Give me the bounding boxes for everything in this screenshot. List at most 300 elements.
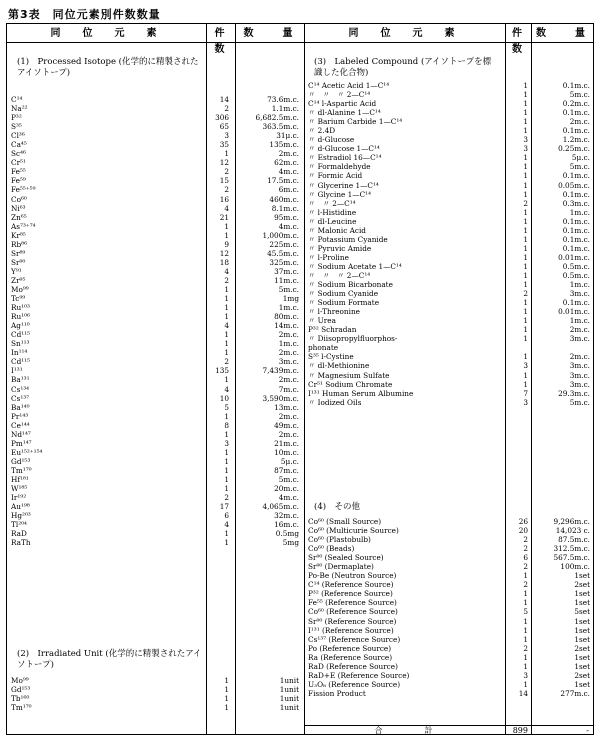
row-element: 〃 dl-Leucine xyxy=(308,216,357,226)
row-count: 4 xyxy=(224,321,229,331)
row-element: Fe⁵⁵⁺⁵⁹ xyxy=(11,185,36,195)
row-count: 1 xyxy=(523,298,528,308)
row-count: 1 xyxy=(523,108,528,118)
row-quantity: 0.01m.c. xyxy=(558,307,590,317)
table-row xyxy=(11,529,302,538)
row-count: 1 xyxy=(523,270,528,280)
row-quantity: 5m.c. xyxy=(569,90,590,100)
row-quantity: 0.1m.c. xyxy=(562,171,590,181)
row-quantity: 1unit xyxy=(279,676,299,685)
row-count: 1 xyxy=(523,307,528,317)
row-count: 12 xyxy=(219,248,229,258)
row-quantity: 1.1m.c. xyxy=(271,104,299,114)
section-other: (4) その他 xyxy=(314,502,361,512)
table-row xyxy=(308,389,592,398)
row-quantity: 2m.c. xyxy=(278,411,299,421)
row-count: 18 xyxy=(219,257,229,267)
row-count: 65 xyxy=(219,122,229,132)
row-element: Co⁶⁰ (Multicurie Source) xyxy=(308,526,399,536)
row-element: phonate xyxy=(308,343,339,353)
row-count: 12 xyxy=(219,158,229,168)
row-quantity: 2m.c. xyxy=(569,325,590,335)
table-row xyxy=(11,366,302,375)
row-element: 〃 Urea xyxy=(308,316,336,326)
row-quantity: 3m.c. xyxy=(569,334,590,344)
row-count: 1 xyxy=(224,474,229,484)
row-element: 〃 Iodized Oils xyxy=(308,397,362,407)
row-quantity: 1set xyxy=(574,598,590,608)
row-count: 1 xyxy=(224,149,229,159)
row-quantity: 31μ.c. xyxy=(276,131,299,141)
table-row xyxy=(11,502,302,511)
row-count: 16 xyxy=(219,194,229,204)
row-element: 〃 l-Histidine xyxy=(308,207,357,217)
table-row xyxy=(11,475,302,484)
row-count: 1 xyxy=(523,598,528,608)
table-row xyxy=(11,149,302,158)
table-row xyxy=(11,493,302,502)
row-count: 3 xyxy=(523,670,528,680)
row-element: 〃 Glycerine 1—C¹⁴ xyxy=(308,180,379,190)
table-row xyxy=(308,81,592,90)
table-row xyxy=(308,617,592,626)
table-row xyxy=(308,526,592,535)
row-quantity: 1,000m.c. xyxy=(262,230,299,240)
row-element: Fe⁵⁵ xyxy=(11,167,26,177)
row-count: 1 xyxy=(224,221,229,231)
table-row xyxy=(308,380,592,389)
row-quantity: 277m.c. xyxy=(560,688,590,698)
row-quantity: 2m.c. xyxy=(278,348,299,358)
row-quantity: 13m.c. xyxy=(274,402,299,412)
row-quantity: 0.1m.c. xyxy=(562,189,590,199)
row-element: Ni⁶³ xyxy=(11,203,26,213)
row-count: 1 xyxy=(523,234,528,244)
row-count: 306 xyxy=(215,113,229,123)
row-element: 〃 Glycine 1—C¹⁴ xyxy=(308,189,372,199)
row-count: 1 xyxy=(523,207,528,217)
row-count: 1 xyxy=(224,447,229,457)
other-rows xyxy=(308,517,592,698)
row-count: 8 xyxy=(224,420,229,430)
row-count: 2 xyxy=(224,167,229,177)
row-count: 1 xyxy=(224,375,229,385)
row-element: Cr⁵¹ xyxy=(11,158,26,168)
row-element: Ru¹⁰³ xyxy=(11,303,30,313)
row-element: S³⁵ l-Cystine xyxy=(308,352,354,362)
row-quantity: 1mg xyxy=(282,294,299,304)
row-quantity: 0.3m.c. xyxy=(562,198,590,208)
row-quantity: 5mg xyxy=(282,538,299,548)
header-element-left: 同 位 元 素 xyxy=(50,28,163,39)
row-element: Tc⁹⁹ xyxy=(11,294,26,304)
row-count: 135 xyxy=(215,366,229,376)
row-element: Kr⁸⁵ xyxy=(11,230,26,240)
isotope-table xyxy=(6,23,594,735)
row-element: 〃 Diisopropylfluorphos- xyxy=(308,334,398,344)
table-row xyxy=(11,195,302,204)
row-quantity: 2set xyxy=(574,670,590,680)
row-quantity: 62m.c. xyxy=(274,158,299,168)
row-count: 1 xyxy=(224,330,229,340)
row-quantity: 2m.c. xyxy=(278,330,299,340)
row-count: 2 xyxy=(523,535,528,545)
row-quantity: 3m.c. xyxy=(569,370,590,380)
row-element: I¹³¹ (Reference Source) xyxy=(308,625,394,635)
table-row xyxy=(11,240,302,249)
row-count: 9 xyxy=(224,239,229,249)
row-quantity: 8.1m.c. xyxy=(271,203,299,213)
table-row xyxy=(308,571,592,580)
row-element: Cs¹³⁷ xyxy=(11,393,30,403)
row-quantity: 0.5m.c. xyxy=(562,261,590,271)
row-element: Co⁶⁰ (Plastobulb) xyxy=(308,535,371,545)
row-count: 2 xyxy=(224,185,229,195)
table-row xyxy=(11,439,302,448)
row-count: 1 xyxy=(224,348,229,358)
row-element: Cs¹³⁷ (Reference Source) xyxy=(308,634,401,644)
row-count: 5 xyxy=(224,402,229,412)
row-element: Co⁶⁰ xyxy=(11,194,27,204)
table-row xyxy=(11,131,302,140)
row-element: 〃 2.4D xyxy=(308,126,336,136)
row-quantity: 29.3m.c. xyxy=(558,388,590,398)
table-row xyxy=(308,598,592,607)
row-quantity: 1m.c. xyxy=(569,207,590,217)
row-element: Cl³⁶ xyxy=(11,131,25,141)
row-quantity: 0.1m.c. xyxy=(562,108,590,118)
row-element: P³² (Reference Source) xyxy=(308,589,393,599)
row-quantity: 5set xyxy=(574,607,590,617)
row-count: 2 xyxy=(523,562,528,572)
table-row xyxy=(308,289,592,298)
table-row xyxy=(11,276,302,285)
row-quantity: 0.1m.c. xyxy=(562,243,590,253)
row-count: 10 xyxy=(219,393,229,403)
row-element: Y⁹¹ xyxy=(11,266,22,276)
row-quantity: 0.5m.c. xyxy=(562,270,590,280)
row-quantity: 0.1m.c. xyxy=(562,298,590,308)
row-element: 〃 〃 〃 2—C¹⁴ xyxy=(308,90,371,100)
row-element: Fe⁵⁹ xyxy=(11,176,26,186)
total-label: 合 計 xyxy=(374,726,435,735)
row-quantity: 1m.c. xyxy=(569,280,590,290)
table-row xyxy=(11,258,302,267)
row-quantity: 4,065m.c. xyxy=(262,502,299,512)
row-count: 1 xyxy=(523,162,528,172)
row-count: 1 xyxy=(523,661,528,671)
table-row xyxy=(308,307,592,316)
row-count: 6 xyxy=(224,511,229,521)
row-element: 〃 〃 2—C¹⁴ xyxy=(308,198,356,208)
table-row xyxy=(11,113,302,122)
row-count: 4 xyxy=(224,203,229,213)
table-row xyxy=(308,371,592,380)
row-count: 1 xyxy=(523,81,528,90)
table-row xyxy=(308,135,592,144)
table-row xyxy=(11,185,302,194)
row-quantity: 3m.c. xyxy=(569,379,590,389)
row-element: 〃 dl-Alanine 1—C¹⁴ xyxy=(308,108,381,118)
row-count: 1 xyxy=(523,117,528,127)
row-element: 〃 Magnesium Sulfate xyxy=(308,370,390,380)
row-element: Sc⁴⁶ xyxy=(11,149,26,159)
table-row xyxy=(11,385,302,394)
row-count: 1 xyxy=(523,171,528,181)
row-count: 1 xyxy=(224,465,229,475)
row-quantity: 1set xyxy=(574,571,590,581)
table-row xyxy=(308,244,592,253)
row-element: 〃 Formic Acid xyxy=(308,171,363,181)
table-row xyxy=(308,644,592,653)
row-quantity: 5μ.c. xyxy=(571,153,590,163)
row-element: 〃 Estradiol 16—C¹⁴ xyxy=(308,153,382,163)
table-row xyxy=(308,544,592,553)
row-count: 21 xyxy=(219,212,229,222)
table-row xyxy=(308,343,592,352)
row-count: 4 xyxy=(224,520,229,530)
row-count: 1 xyxy=(523,90,528,100)
row-element: Sr⁸⁹ xyxy=(11,248,26,258)
row-quantity: 6m.c. xyxy=(278,185,299,195)
row-count: 1 xyxy=(224,676,229,685)
row-count: 1 xyxy=(523,316,528,326)
row-element: Ce¹⁴⁴ xyxy=(11,420,30,430)
row-element: 〃 Malonic Acid xyxy=(308,225,366,235)
table-row xyxy=(11,312,302,321)
row-quantity: 0.2m.c. xyxy=(562,99,590,109)
row-element: Cs¹³⁴ xyxy=(11,384,30,394)
row-count: 1 xyxy=(523,180,528,190)
row-count: 1 xyxy=(224,294,229,304)
row-quantity: 32m.c. xyxy=(274,511,299,521)
row-count: 2 xyxy=(523,643,528,653)
table-row xyxy=(11,249,302,258)
row-quantity: 16m.c. xyxy=(274,520,299,530)
row-quantity: 1set xyxy=(574,661,590,671)
row-element: 〃 Potassium Cyanide xyxy=(308,234,388,244)
row-count: 1 xyxy=(523,589,528,599)
header-rule xyxy=(7,42,593,43)
row-element: Na²² xyxy=(11,104,28,114)
table-row xyxy=(308,262,592,271)
row-quantity: 7m.c. xyxy=(278,384,299,394)
row-quantity: 2m.c. xyxy=(278,375,299,385)
row-count: 2 xyxy=(523,544,528,554)
row-quantity: 325m.c. xyxy=(269,257,299,267)
table-row xyxy=(11,222,302,231)
total-count: 899 xyxy=(512,726,528,735)
row-element: 〃 d-Glucose 1—C¹⁴ xyxy=(308,144,380,154)
row-count: 2 xyxy=(224,357,229,367)
row-element: As⁷³⁺⁷⁴ xyxy=(11,221,36,231)
row-quantity: 2set xyxy=(574,580,590,590)
table-row xyxy=(11,430,302,439)
row-element: 〃 Sodium Cyanide xyxy=(308,289,379,299)
table-row xyxy=(11,412,302,421)
row-element: 〃 Barium Carbide 1—C¹⁴ xyxy=(308,117,403,127)
row-element: Ca⁴⁵ xyxy=(11,140,27,150)
row-quantity: 0.1m.c. xyxy=(562,216,590,226)
row-element: Mo⁹⁹ xyxy=(11,284,29,294)
table-title: 第3表 同位元素別件数数量 xyxy=(8,8,161,21)
table-row xyxy=(308,217,592,226)
row-count: 1 xyxy=(523,252,528,262)
table-row xyxy=(308,626,592,635)
row-count: 1 xyxy=(523,679,528,689)
table-row xyxy=(308,689,592,698)
row-quantity: 14m.c. xyxy=(274,321,299,331)
table-row xyxy=(308,517,592,526)
table-row xyxy=(11,348,302,357)
row-quantity: 5m.c. xyxy=(569,162,590,172)
table-row xyxy=(11,685,302,694)
row-element: RaD+E (Reference Source) xyxy=(308,670,410,680)
row-quantity: 21m.c. xyxy=(274,438,299,448)
table-row xyxy=(308,316,592,325)
row-count: 1 xyxy=(523,225,528,235)
row-count: 1 xyxy=(224,411,229,421)
row-count: 2 xyxy=(224,493,229,503)
row-quantity: 312.5m.c. xyxy=(553,544,590,554)
row-count: 1 xyxy=(224,303,229,313)
row-element: 〃 〃 〃 2—C¹⁴ xyxy=(308,270,371,280)
section-labeled-compound: (3) Labeled Compound (アイソトープを標識した化合物) xyxy=(314,57,492,78)
row-element: Cd¹¹⁵ xyxy=(11,330,31,340)
row-count: 1 xyxy=(523,616,528,626)
table-row xyxy=(308,144,592,153)
row-element: Sr⁹⁰ (Reference Source) xyxy=(308,616,397,626)
table-row xyxy=(308,562,592,571)
table-row xyxy=(308,181,592,190)
table-row xyxy=(11,511,302,520)
row-quantity: 11m.c. xyxy=(274,275,299,285)
row-count: 2 xyxy=(523,198,528,208)
row-count: 1 xyxy=(523,99,528,109)
row-element: Pm¹⁴⁷ xyxy=(11,438,32,448)
row-count: 1 xyxy=(523,379,528,389)
row-element: Eu¹⁵²⁺¹⁵⁴ xyxy=(11,447,43,457)
row-count: 3 xyxy=(224,131,229,141)
row-element: Tm¹⁷⁰ xyxy=(11,703,32,713)
row-count: 1 xyxy=(523,189,528,199)
row-element: Au¹⁹⁸ xyxy=(11,502,30,512)
row-quantity: 135m.c. xyxy=(269,140,299,150)
row-quantity: 1unit xyxy=(279,694,299,704)
table-row xyxy=(11,140,302,149)
table-row xyxy=(308,99,592,108)
row-quantity: 0.1m.c. xyxy=(562,126,590,136)
row-quantity: 0.25m.c. xyxy=(558,144,590,154)
row-quantity: 5m.c. xyxy=(569,397,590,407)
row-count: 1 xyxy=(224,484,229,494)
row-element: Ra (Reference Source) xyxy=(308,652,393,662)
row-count: 1 xyxy=(523,126,528,136)
row-element: C¹⁴ (Reference Source) xyxy=(308,580,394,590)
table-row xyxy=(11,321,302,330)
row-quantity: 2m.c. xyxy=(278,429,299,439)
table-row xyxy=(308,580,592,589)
table-row xyxy=(308,352,592,361)
row-count: 14 xyxy=(518,688,528,698)
table-row xyxy=(11,158,302,167)
row-quantity: 225m.c. xyxy=(269,239,299,249)
table-row xyxy=(308,298,592,307)
total-quantity: - xyxy=(586,726,589,735)
row-quantity: 2m.c. xyxy=(278,149,299,159)
row-quantity: 2m.c. xyxy=(569,117,590,127)
row-element: Ag¹¹⁰ xyxy=(11,321,30,331)
row-element: Ir¹⁹² xyxy=(11,493,27,503)
table-row xyxy=(11,375,302,384)
table-row xyxy=(308,589,592,598)
row-count: 1 xyxy=(523,571,528,581)
row-quantity: 14,023 c. xyxy=(555,526,590,536)
table-row xyxy=(11,520,302,529)
row-element: I¹³¹ Human Serum Albumine xyxy=(308,388,414,398)
table-row xyxy=(11,104,302,113)
row-element: C¹⁴ l-Aspartic Acid xyxy=(308,99,377,109)
labeled-compound-rows xyxy=(308,81,592,407)
row-quantity: 1unit xyxy=(279,703,299,713)
table-row xyxy=(308,271,592,280)
row-quantity: 5μ.c. xyxy=(280,456,299,466)
row-element: Zr⁹⁵ xyxy=(11,275,26,285)
table-row xyxy=(11,357,302,366)
row-quantity: 1unit xyxy=(279,685,299,695)
row-quantity: 1set xyxy=(574,625,590,635)
section-irradiated-unit: (2) Irradiated Unit (化学的に精製されたアイソトープ) xyxy=(17,649,202,670)
row-element: Gd¹⁵³ xyxy=(11,685,31,695)
table-row xyxy=(11,421,302,430)
row-quantity: 3m.c. xyxy=(569,361,590,371)
table-row xyxy=(11,403,302,412)
row-element: 〃 Formaldehyde xyxy=(308,162,371,172)
row-count: 1 xyxy=(523,334,528,344)
row-count: 1 xyxy=(523,652,528,662)
table-row xyxy=(308,253,592,262)
row-element: Tl²⁰⁴ xyxy=(11,520,27,530)
row-element: 〃 Pyruvic Amide xyxy=(308,243,372,253)
header-element-right: 同 位 元 素 xyxy=(348,28,461,39)
row-quantity: 6,682.5m.c. xyxy=(255,113,299,123)
row-element: C¹⁴ xyxy=(11,95,23,104)
row-quantity: 20m.c. xyxy=(274,484,299,494)
row-count: 5 xyxy=(523,607,528,617)
row-element: Co⁶⁰ (Beads) xyxy=(308,544,355,554)
row-element: Po (Reference Source) xyxy=(308,643,392,653)
row-count: 2 xyxy=(224,104,229,114)
row-quantity: 1m.c. xyxy=(569,316,590,326)
table-row xyxy=(308,153,592,162)
row-quantity: 0.05m.c. xyxy=(558,180,590,190)
table-row xyxy=(308,398,592,407)
table-row xyxy=(308,325,592,334)
row-element: I¹³¹ xyxy=(11,366,23,376)
row-count: 1 xyxy=(523,634,528,644)
row-element: 〃 dl-Methionine xyxy=(308,361,370,371)
row-quantity: 100m.c. xyxy=(560,562,590,572)
table-row xyxy=(11,694,302,703)
row-element: 〃 l-Proline xyxy=(308,252,349,262)
table-row xyxy=(308,199,592,208)
row-element: U₃O₈ (Reference Source) xyxy=(308,679,401,689)
row-element: Fe⁵⁵ (Reference Source) xyxy=(308,598,397,608)
row-quantity: 9,296m.c. xyxy=(553,517,590,526)
row-quantity: 4m.c. xyxy=(278,493,299,503)
row-count: 1 xyxy=(523,216,528,226)
row-quantity: 80m.c. xyxy=(274,312,299,322)
